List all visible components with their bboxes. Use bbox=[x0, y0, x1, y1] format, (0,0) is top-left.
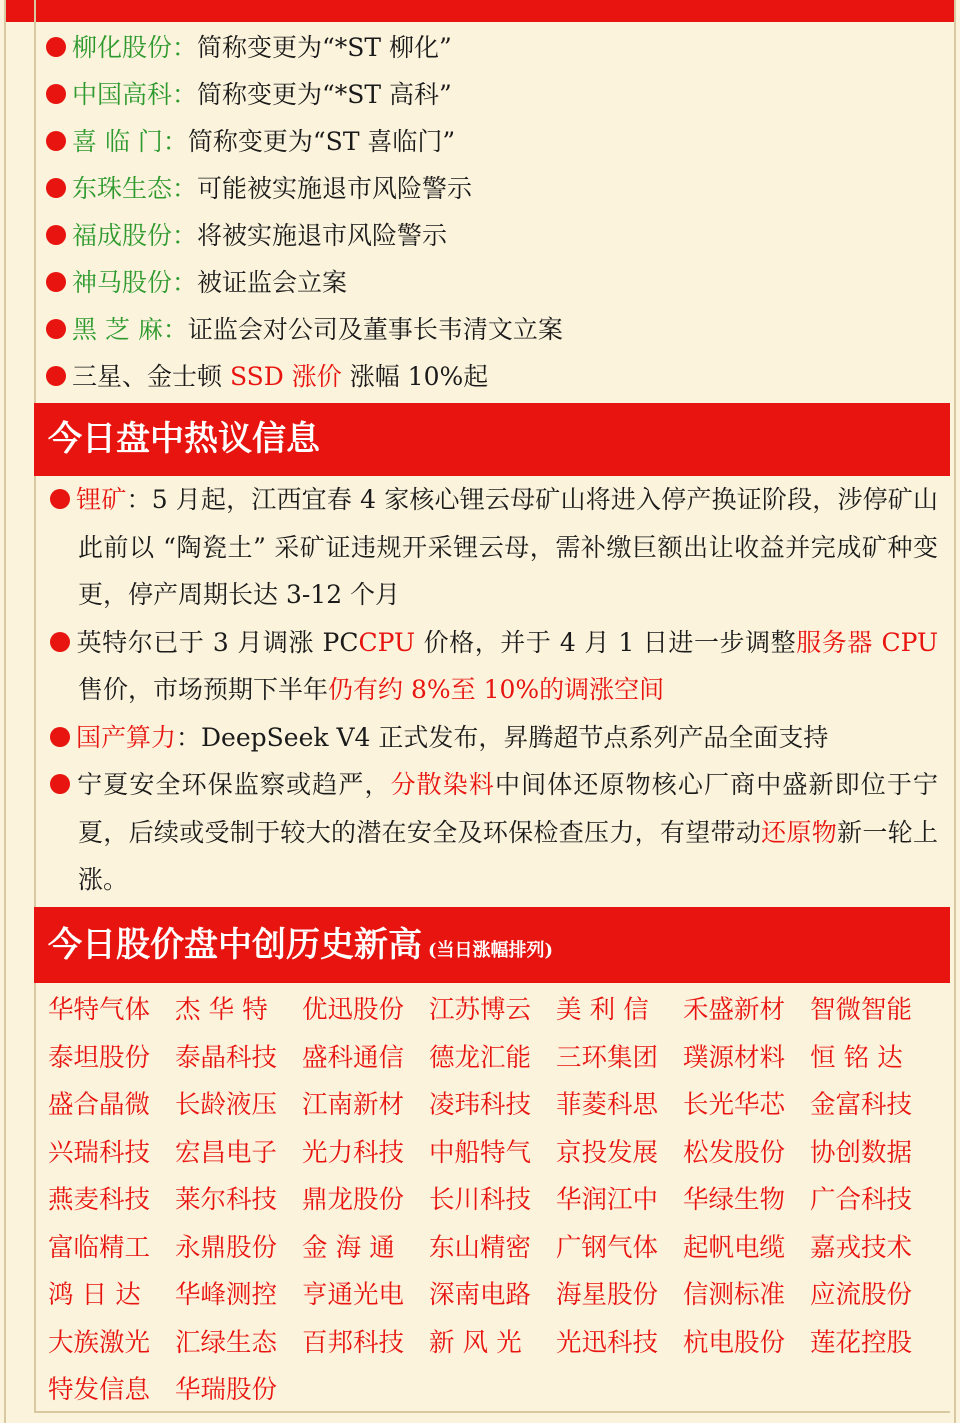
stock-name: 京投发展 bbox=[556, 1137, 659, 1168]
topic-highlight: 仍有约 8%至 10%的调涨空间 bbox=[328, 675, 665, 704]
red-dot-icon bbox=[50, 727, 70, 747]
stock-name: 华峰测控 bbox=[175, 1280, 278, 1310]
stock-name: 汇绿生态 bbox=[175, 1327, 278, 1358]
stock-name: 盛合晶微 bbox=[48, 1090, 151, 1120]
notice-text: 简称变更为“*ST 高科” bbox=[197, 80, 452, 109]
red-dot-icon bbox=[46, 366, 66, 386]
notice-item bbox=[6, 24, 954, 71]
stock-name: 燕麦科技 bbox=[48, 1185, 151, 1215]
stock-name: 永鼎股份 bbox=[175, 1232, 278, 1263]
stock-name: 杰 华 特 bbox=[175, 995, 268, 1025]
stock-name: 禾盛新材 bbox=[683, 995, 786, 1025]
topic-highlight: 国产算力 bbox=[76, 722, 177, 752]
red-dot-icon bbox=[46, 84, 66, 104]
stock-name: 宏昌电子 bbox=[175, 1137, 278, 1168]
stock-name: 泰晶科技 bbox=[175, 1042, 278, 1073]
stock-name: 华瑞股份 bbox=[175, 1375, 278, 1405]
stock-name: 中船特气 bbox=[429, 1137, 532, 1168]
stock-name: 璞源材料 bbox=[683, 1042, 786, 1073]
notice-text: 涨幅 10%起 bbox=[341, 362, 489, 391]
section-title-hot bbox=[34, 403, 950, 476]
stock-name: 德龙汇能 bbox=[429, 1042, 532, 1073]
hot-topic-item bbox=[6, 619, 954, 714]
stock-name: 喜 临 门： bbox=[72, 127, 188, 156]
stock-name: 长川科技 bbox=[429, 1185, 532, 1215]
topic-highlight: CPU bbox=[358, 627, 416, 657]
notice-item bbox=[6, 165, 954, 212]
stock-name: 菲菱科思 bbox=[556, 1090, 659, 1120]
stock-name: 长龄液压 bbox=[175, 1090, 278, 1120]
stock-name: 江南新材 bbox=[302, 1090, 405, 1120]
notice-text: 简称变更为“ST 喜临门” bbox=[187, 127, 456, 156]
header-bar bbox=[6, 0, 954, 22]
notice-text: 证监会对公司及董事长韦清文立案 bbox=[187, 315, 563, 344]
notice-item bbox=[6, 118, 954, 165]
stock-name: 东山精密 bbox=[429, 1232, 532, 1263]
stock-name: 广合科技 bbox=[810, 1185, 913, 1215]
notice-text: 简称变更为“*ST 柳化” bbox=[197, 33, 452, 62]
topic-highlight: 服务器 CPU bbox=[796, 627, 939, 657]
red-dot-icon bbox=[46, 319, 66, 339]
stock-name: 华润江中 bbox=[556, 1185, 659, 1215]
notice-item bbox=[6, 353, 954, 400]
hot-topic-item bbox=[6, 761, 954, 904]
stock-name: 莱尔科技 bbox=[175, 1185, 278, 1215]
notice-text: 三星、金士顿 bbox=[72, 362, 230, 391]
stock-name: 广钢气体 bbox=[556, 1232, 659, 1263]
notice-item bbox=[6, 71, 954, 118]
stock-name: 鼎龙股份 bbox=[302, 1185, 405, 1215]
notice-text: 将被实施退市风险警示 bbox=[197, 221, 448, 250]
stock-name: 松发股份 bbox=[683, 1137, 786, 1168]
stock-name: 江苏博云 bbox=[429, 995, 532, 1025]
stock-name: 光迅科技 bbox=[556, 1327, 659, 1358]
stock-name: 杭电股份 bbox=[683, 1327, 786, 1358]
topic-text: ：5 月起，江西宜春 4 家核心锂云母矿山将进入停产换证阶段，涉停矿山此前以 “陶瓷土” 采矿证违规开采锂云母，需补缴巨额出让收益并完成矿种变更，停产周期长达 3-12 个月 bbox=[78, 485, 938, 609]
red-dot-icon bbox=[50, 489, 70, 509]
notice-item bbox=[6, 259, 954, 306]
stock-name: 富临精工 bbox=[48, 1232, 151, 1263]
highlight-text: SSD 涨价 bbox=[229, 362, 342, 391]
stock-name: 智微智能 bbox=[810, 995, 913, 1025]
stock-name: 亨通光电 bbox=[302, 1280, 405, 1310]
frame-bottom-rule bbox=[34, 1411, 950, 1413]
stock-name: 凌玮科技 bbox=[429, 1090, 532, 1120]
topic-highlight: 锂矿 bbox=[76, 485, 127, 514]
stock-name: 金富科技 bbox=[810, 1090, 913, 1120]
news-page bbox=[4, 0, 956, 1423]
stock-name: 泰坦股份 bbox=[48, 1042, 151, 1073]
stock-name: 华特气体 bbox=[48, 995, 151, 1025]
stock-name: 神马股份： bbox=[72, 268, 198, 297]
notice-text: 可能被实施退市风险警示 bbox=[197, 174, 473, 203]
topic-text: 英特尔已于 3 月调涨 PC bbox=[76, 627, 359, 657]
stock-name: 应流股份 bbox=[810, 1280, 913, 1310]
stock-name: 嘉戎技术 bbox=[810, 1232, 913, 1263]
notice-item bbox=[6, 212, 954, 259]
red-dot-icon bbox=[46, 225, 66, 245]
stock-name: 深南电路 bbox=[429, 1280, 532, 1310]
stock-name: 中国高科： bbox=[72, 80, 198, 109]
stock-name: 福成股份： bbox=[72, 221, 198, 250]
stock-name: 东珠生态： bbox=[72, 174, 198, 203]
new-high-stocks bbox=[48, 987, 938, 1415]
stock-name: 优迅股份 bbox=[302, 995, 405, 1025]
red-dot-icon bbox=[46, 131, 66, 151]
section-title-text: 今日股价盘中创历史新高 bbox=[48, 925, 422, 965]
hot-topic-list bbox=[6, 476, 954, 904]
topic-text: 新一轮上涨。 bbox=[78, 817, 938, 894]
stock-name: 三环集团 bbox=[556, 1042, 659, 1073]
topic-text: 宁夏安全环保监察或趋严， bbox=[76, 770, 391, 799]
stock-name: 起帆电缆 bbox=[683, 1232, 786, 1263]
stock-name: 金 海 通 bbox=[302, 1232, 395, 1263]
section-title-new-high bbox=[34, 907, 950, 983]
stock-name: 盛科通信 bbox=[302, 1042, 405, 1073]
red-dot-icon bbox=[46, 272, 66, 292]
stock-name: 海星股份 bbox=[556, 1280, 659, 1310]
stock-name: 百邦科技 bbox=[302, 1327, 405, 1358]
stock-name: 信测标准 bbox=[683, 1280, 786, 1310]
red-dot-icon bbox=[46, 178, 66, 198]
notice-text: 被证监会立案 bbox=[197, 268, 348, 297]
topic-highlight: 还原物 bbox=[761, 817, 838, 847]
topic-text: 价格，并于 4 月 1 日进一步调整 bbox=[415, 627, 797, 657]
stock-name: 大族激光 bbox=[48, 1327, 151, 1358]
stock-name: 特发信息 bbox=[48, 1375, 151, 1405]
stock-name: 兴瑞科技 bbox=[48, 1137, 151, 1168]
stock-name: 华绿生物 bbox=[683, 1185, 786, 1215]
notice-item bbox=[6, 306, 954, 353]
topic-text: 售价，市场预期下半年 bbox=[78, 675, 329, 704]
topic-highlight: 分散染料 bbox=[390, 770, 496, 799]
stock-name: 光力科技 bbox=[302, 1137, 405, 1168]
topic-text: ：DeepSeek V4 正式发布，昇腾超节点系列产品全面支持 bbox=[176, 722, 829, 752]
red-dot-icon bbox=[50, 632, 70, 652]
stock-name: 长光华芯 bbox=[683, 1090, 786, 1120]
stock-name: 黑 芝 麻： bbox=[72, 315, 188, 344]
stock-name: 鸿 日 达 bbox=[48, 1280, 141, 1310]
stock-name: 新 风 光 bbox=[429, 1327, 522, 1358]
hot-topic-item bbox=[6, 714, 954, 762]
stock-name: 莲花控股 bbox=[810, 1327, 913, 1358]
section-subtitle: (当日涨幅排列) bbox=[428, 940, 554, 961]
stock-name: 美 利 信 bbox=[556, 995, 649, 1025]
section-title-text: 今日盘中热议信息 bbox=[48, 419, 320, 459]
hot-topic-item bbox=[6, 476, 954, 619]
stock-name: 恒 铭 达 bbox=[810, 1042, 903, 1073]
stock-name: 柳化股份： bbox=[72, 33, 198, 62]
stock-grid bbox=[48, 987, 938, 1415]
red-dot-icon bbox=[46, 37, 66, 57]
notice-list bbox=[6, 24, 954, 400]
topic-text: 中间体还原物核心厂商中盛新即位于宁夏，后续或受制于较大的潜在安全及环保检查压力，有望带动 bbox=[78, 770, 938, 847]
red-dot-icon bbox=[50, 774, 70, 794]
stock-name: 协创数据 bbox=[810, 1137, 913, 1168]
